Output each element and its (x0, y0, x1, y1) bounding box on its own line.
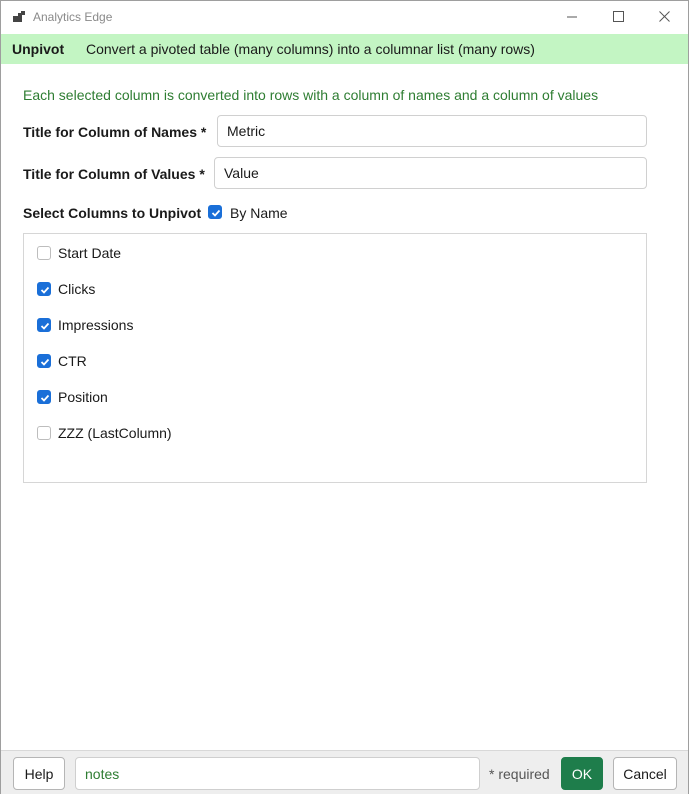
checkmark-icon (210, 207, 222, 219)
window-title: Analytics Edge (33, 10, 113, 24)
column-checkbox[interactable] (37, 390, 51, 404)
names-field-label: Title for Column of Names * (23, 124, 207, 140)
list-item[interactable] (24, 237, 644, 267)
column-label: Impressions (58, 317, 134, 333)
columns-list (23, 233, 647, 483)
checkmark-icon (39, 320, 51, 332)
select-columns-label: Select Columns to Unpivot (23, 205, 202, 221)
title-bar[interactable] (1, 1, 688, 33)
maximize-button[interactable] (595, 1, 641, 33)
intro-text: Each selected column is converted into rows with a column of names and a column of values (23, 87, 599, 103)
maximize-icon (613, 9, 624, 25)
app-icon (13, 11, 25, 23)
column-label: ZZZ (LastColumn) (58, 425, 172, 441)
close-button[interactable] (641, 1, 687, 33)
column-label: Position (58, 389, 108, 405)
minimize-icon (567, 9, 577, 25)
ok-button[interactable]: OK (561, 757, 603, 790)
list-item[interactable] (24, 381, 644, 411)
checkmark-icon (39, 392, 51, 404)
names-field-input[interactable] (217, 115, 647, 147)
column-label: Clicks (58, 281, 96, 297)
cancel-button[interactable]: Cancel (613, 757, 677, 790)
help-button[interactable]: Help (13, 757, 65, 790)
column-checkbox[interactable] (37, 246, 51, 260)
by-name-label: By Name (230, 205, 288, 221)
by-name-checkbox[interactable] (208, 205, 222, 219)
column-checkbox[interactable] (37, 318, 51, 332)
checkmark-icon (39, 356, 51, 368)
column-checkbox[interactable] (37, 282, 51, 296)
list-item[interactable] (24, 309, 644, 339)
list-item[interactable] (24, 273, 644, 303)
column-label: CTR (58, 353, 87, 369)
column-checkbox[interactable] (37, 426, 51, 440)
close-icon (659, 9, 670, 25)
footer-bar (1, 750, 688, 794)
header-title: Unpivot (12, 41, 65, 57)
header-bar (1, 34, 688, 64)
checkmark-icon (39, 284, 51, 296)
list-item[interactable] (24, 417, 644, 447)
notes-input[interactable] (75, 757, 480, 790)
minimize-button[interactable] (549, 1, 595, 33)
header-description: Convert a pivoted table (many columns) into a columnar list (many rows) (86, 41, 535, 57)
column-checkbox[interactable] (37, 354, 51, 368)
values-field-input[interactable] (214, 157, 647, 189)
required-note: * required (489, 766, 550, 782)
list-item[interactable] (24, 345, 644, 375)
column-label: Start Date (58, 245, 122, 261)
values-field-label: Title for Column of Values * (23, 166, 205, 182)
